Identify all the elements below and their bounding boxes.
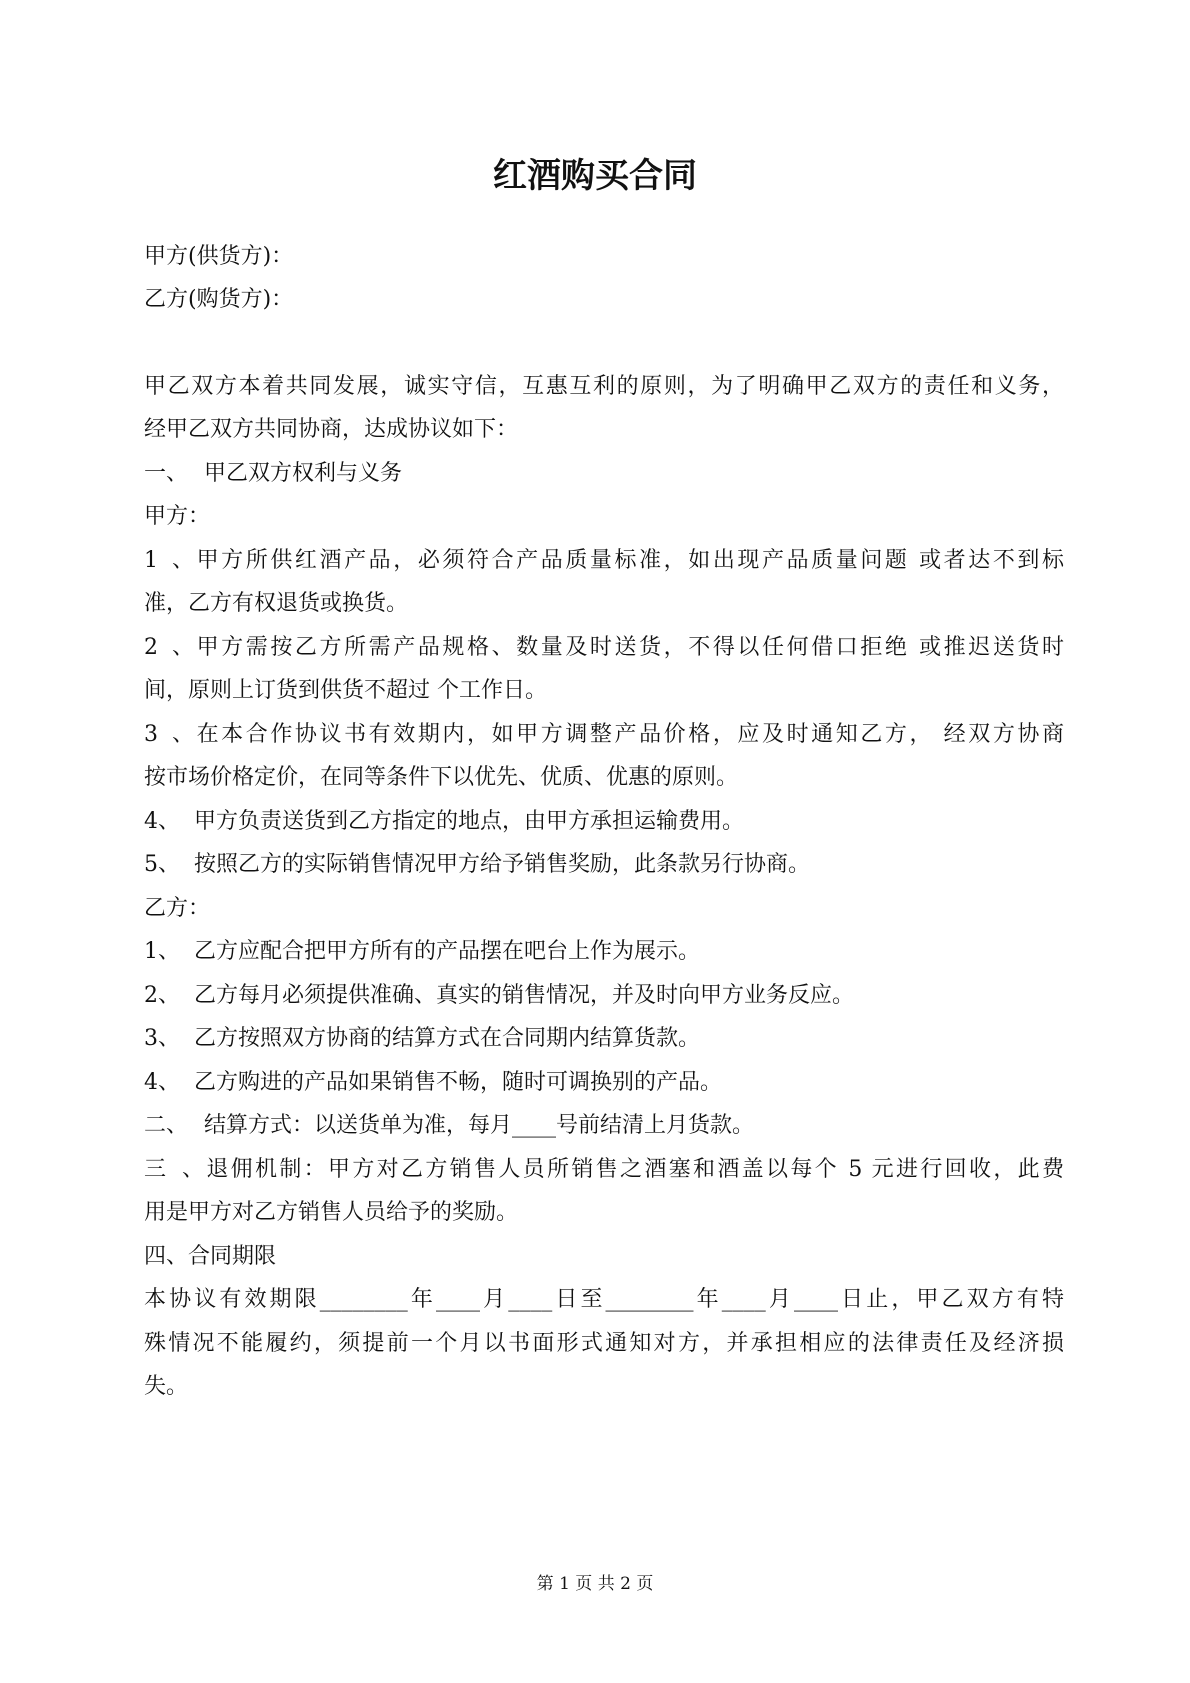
- intro-line-2: 经甲乙双方共同协商，达成协议如下：: [144, 417, 519, 442]
- b-item-3-text: 乙方按照双方协商的结算方式在合同期内结算货款。: [194, 1026, 701, 1051]
- a-item-1-continued: 准，乙方有权退货或换货。: [144, 591, 409, 616]
- a-item-2-text: 甲方需按乙方所需产品规格、数量及时送货，不得以任何借口拒绝 或推迟送货时: [194, 635, 1064, 660]
- b-item-4-text: 乙方购进的产品如果销售不畅，随时可调换别的产品。: [194, 1070, 723, 1095]
- page-footer: 第 1 页 共 2 页: [536, 1574, 654, 1594]
- party-b-field: 乙方(购货方)：: [144, 287, 294, 312]
- a-item-4-number: 4、: [144, 809, 180, 834]
- intro-line-1: 甲乙双方本着共同发展，诚实守信，互惠互利的原则，为了明确甲乙双方的责任和义务，: [144, 374, 1064, 399]
- a-item-3-number: 3、: [144, 722, 194, 747]
- b-item-1-text: 乙方应配合把甲方所有的产品摆在吧台上作为展示。: [194, 939, 701, 964]
- a-item-4-text: 甲方负责送货到乙方指定的地点，由甲方承担运输费用。: [194, 809, 745, 834]
- a-item-3: [144, 720, 1064, 750]
- section-4-line-3: 失。: [144, 1374, 189, 1399]
- section-2: [144, 1111, 1064, 1141]
- b-item-2-number: 2、: [144, 983, 180, 1008]
- section-3-text: 退佣机制：甲方对乙方销售人员所销售之酒塞和酒盖以每个 5 元进行回收，此费: [204, 1157, 1064, 1182]
- section-1-title: 甲乙双方权利与义务: [204, 461, 403, 486]
- a-item-5-text: 按照乙方的实际销售情况甲方给予销售奖励，此条款另行协商。: [194, 852, 811, 877]
- party-a-field: 甲方(供货方)：: [144, 244, 294, 269]
- b-item-2-text: 乙方每月必须提供准确、真实的销售情况，并及时向甲方业务反应。: [194, 983, 855, 1008]
- section-2-text: 结算方式：以送货单为准，每月____号前结清上月货款。: [204, 1113, 755, 1138]
- a-item-4: [144, 807, 1064, 837]
- party-a-label: 甲方：: [144, 504, 211, 529]
- b-item-3: [144, 1024, 1064, 1054]
- a-item-2-number: 2、: [144, 635, 194, 660]
- section-3-continued: 用是甲方对乙方销售人员给予的奖励。: [144, 1200, 519, 1225]
- b-item-1: [144, 937, 1064, 967]
- b-item-1-number: 1、: [144, 939, 180, 964]
- a-item-1: [144, 546, 1064, 576]
- section-4-line-1: 本协议有效期限________年____月____日至________年____月____日止，甲乙双方有特: [144, 1287, 1064, 1312]
- party-b-label: 乙方：: [144, 896, 211, 921]
- a-item-3-continued: 按市场价格定价，在同等条件下以优先、优质、优惠的原则。: [144, 765, 739, 790]
- a-item-2-continued: 间，原则上订货到供货不超过 个工作日。: [144, 678, 547, 703]
- a-item-3-text: 在本合作协议书有效期内，如甲方调整产品价格，应及时通知乙方， 经双方协商: [194, 722, 1064, 747]
- b-item-3-number: 3、: [144, 1026, 180, 1051]
- section-1-heading: [144, 459, 1064, 489]
- section-2-number: 二、: [144, 1113, 189, 1138]
- section-3-number: 三、: [144, 1157, 204, 1182]
- a-item-5-number: 5、: [144, 852, 180, 877]
- a-item-1-text: 甲方所供红酒产品，必须符合产品质量标准，如出现产品质量问题 或者达不到标: [194, 548, 1064, 573]
- section-1-number: 一、: [144, 461, 189, 486]
- a-item-1-number: 1、: [144, 548, 194, 573]
- section-4-heading: 四、合同期限: [144, 1244, 277, 1269]
- b-item-4-number: 4、: [144, 1070, 180, 1095]
- a-item-2: [144, 633, 1064, 663]
- a-item-5: [144, 850, 1064, 880]
- section-4-line-2: 殊情况不能履约，须提前一个月以书面形式通知对方，并承担相应的法律责任及经济损: [144, 1331, 1064, 1356]
- document-title: 红酒购买合同: [493, 156, 697, 196]
- b-item-2: [144, 981, 1064, 1011]
- section-3: [144, 1155, 1064, 1185]
- b-item-4: [144, 1068, 1064, 1098]
